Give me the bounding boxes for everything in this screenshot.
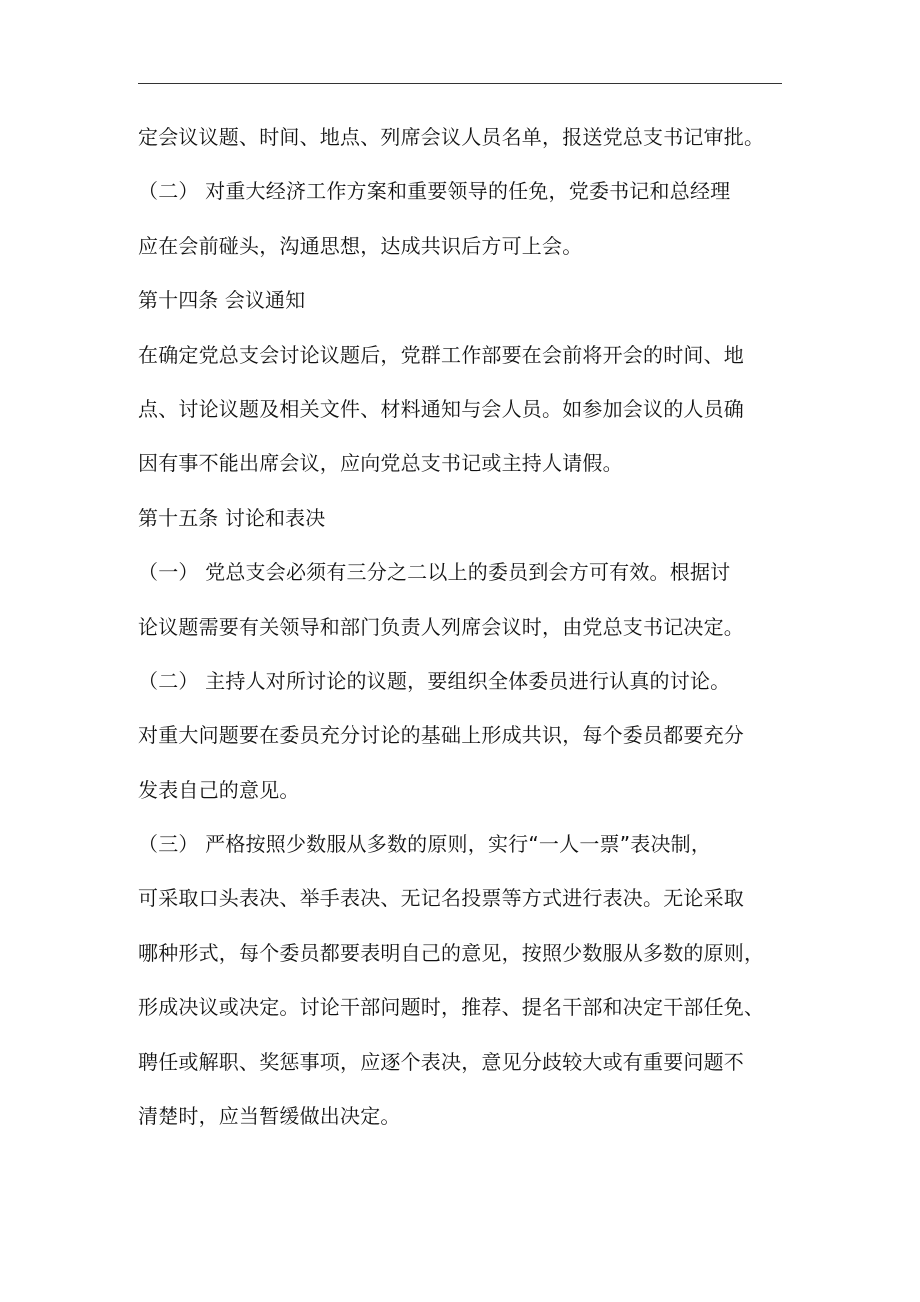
text-line: 对重大问题要在委员充分讨论的基础上形成共识，每个委员都要充分: [138, 723, 744, 748]
text-line: （二） 主持人对所讨论的议题，要组织全体委员进行认真的讨论。: [138, 668, 731, 693]
text-line: 应在会前碰头，沟通思想，达成共识后方可上会。: [138, 233, 583, 258]
text-line: 可采取口头表决、举手表决、无记名投票等方式进行表决。无论采取: [138, 886, 744, 911]
text-line: 在确定党总支会讨论议题后，党群工作部要在会前将开会的时间、地: [138, 342, 744, 367]
text-line: 定会议议题、时间、地点、列席会议人员名单，报送党总支书记审批。: [138, 125, 765, 149]
document-body: [138, 110, 788, 1143]
text-line: 论议题需要有关领导和部门负责人列席会议时，由党总支书记决定。: [138, 614, 744, 639]
text-line: 点、讨论议题及相关文件、材料通知与会人员。如参加会议的人员确: [138, 396, 744, 421]
text-line: 形成决议或决定。讨论干部问题时，推荐、提名干部和决定干部任免、: [138, 995, 765, 1020]
text-line: 哪种形式，每个委员都要表明自己的意见，按照少数服从多数的原则，: [138, 940, 765, 965]
section-heading: 第十四条 会议通知: [138, 288, 306, 313]
text-line: 清楚时，应当暂缓做出决定。: [138, 1104, 401, 1129]
text-line: 因有事不能出席会议，应向党总支书记或主持人请假。: [138, 451, 623, 476]
section-heading: 第十五条 讨论和表决: [138, 505, 326, 530]
text-line: 聘任或解职、奖惩事项，应逐个表决，意见分歧较大或有重要问题不: [138, 1049, 744, 1074]
text-line: （二） 对重大经济工作方案和重要领导的任免，党委书记和总经理: [138, 179, 731, 204]
text-line: 发表自己的意见。: [138, 777, 300, 802]
text-line: （一） 党总支会必须有三分之二以上的委员到会方可有效。根据讨: [138, 560, 731, 585]
text-line: （三） 严格按照少数服从多数的原则，实行“一人一票”表决制，: [138, 832, 712, 857]
header-rule: [138, 83, 782, 84]
